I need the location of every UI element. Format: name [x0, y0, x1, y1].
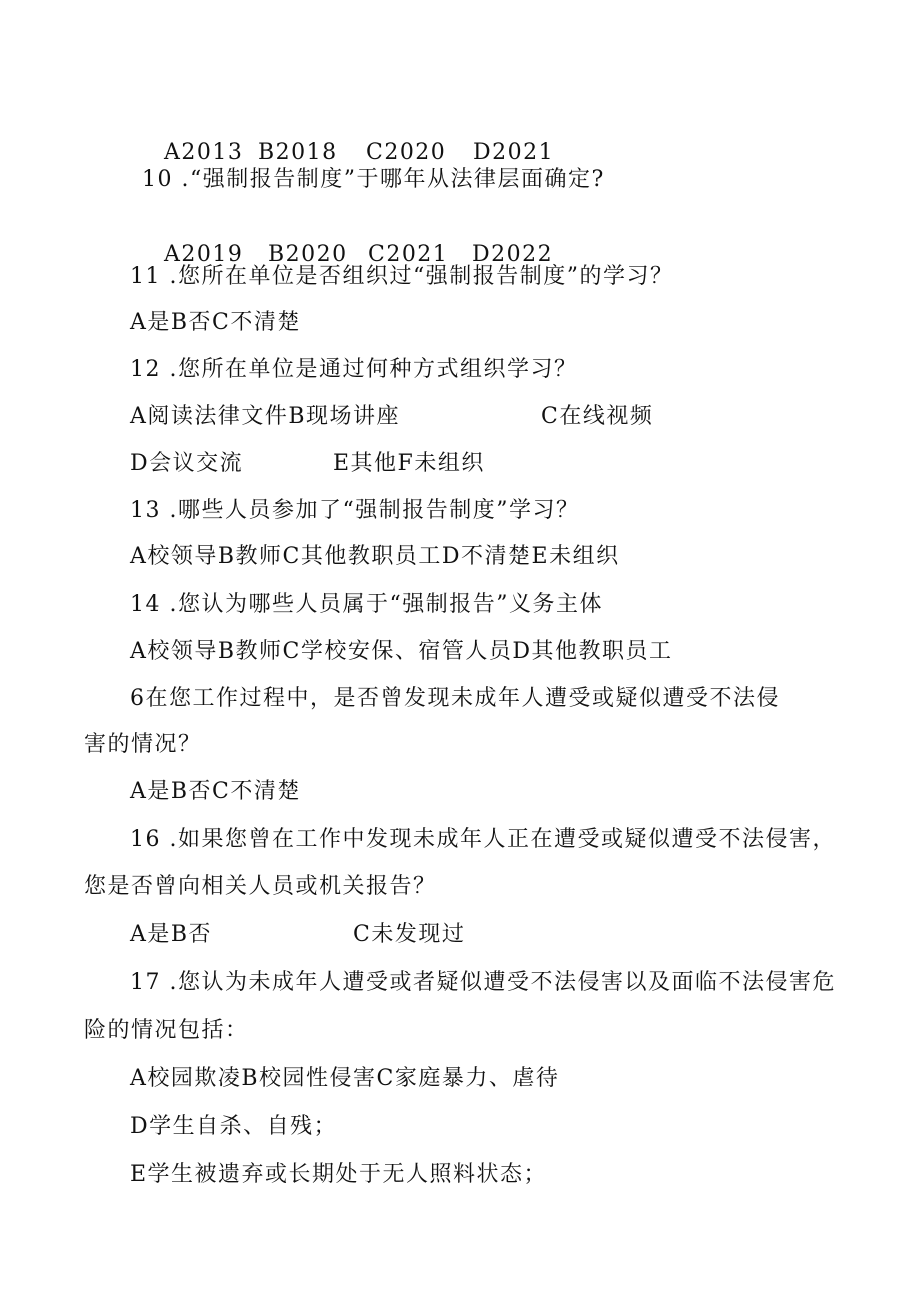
- q15-question-line2: 害的情况？: [84, 732, 202, 757]
- q17-question-line1: 17 .您认为未成年人遭受或者疑似遭受不法侵害以及面临不法侵害危: [130, 970, 836, 995]
- q16-question-line2: 您是否曾向相关人员或机关报告？: [84, 874, 437, 899]
- q12-options-ab: A阅读法律文件B现场讲座: [130, 404, 401, 429]
- q17-option-d: D学生自杀、自残；: [130, 1114, 338, 1139]
- q16-options-ab: A是B否: [130, 922, 213, 947]
- q11-options: A是B否C不清楚: [130, 310, 301, 335]
- q16-option-c: C未发现过: [353, 922, 466, 947]
- q9-option-d: D2021: [472, 140, 555, 165]
- q9-option-a: A2013: [163, 140, 244, 165]
- q10-option-c: C2021: [367, 242, 449, 267]
- q10-option-b: B2020: [267, 242, 348, 267]
- q10-option-d: D2022: [471, 242, 554, 267]
- q15-question-line1: 6在您工作过程中，是否曾发现未成年人遭受或疑似遭受不法侵: [130, 686, 780, 711]
- q12-question: 12 .您所在单位是通过何种方式组织学习？: [130, 357, 578, 382]
- q10-option-a: A2019: [163, 242, 244, 267]
- q14-question: 14 .您认为哪些人员属于“强制报告”义务主体: [130, 592, 603, 617]
- q9-option-b: B2018: [257, 140, 338, 165]
- q13-question: 13 .哪些人员参加了“强制报告制度”学习？: [130, 498, 580, 523]
- q11-question: 11 .您所在单位是否组织过“强制报告制度”的学习？: [130, 264, 674, 289]
- q17-options-abc: A校园欺凌B校园性侵害C家庭暴力、虐待: [130, 1066, 560, 1091]
- q14-options: A校领导B教师C学校安保、宿管人员D其他教职员工: [130, 639, 673, 664]
- q12-option-c: C在线视频: [541, 404, 654, 429]
- q10-question: 10 .“强制报告制度”于哪年从法律层面确定?: [142, 167, 605, 192]
- q9-option-c: C2020: [365, 140, 447, 165]
- q17-question-line2: 险的情况包括：: [84, 1018, 249, 1043]
- q15-options: A是B否C不清楚: [130, 779, 301, 804]
- q12-option-d: D会议交流: [130, 451, 244, 476]
- q12-options-ef: E其他F未组织: [333, 451, 485, 476]
- q13-options: A校领导B教师C其他教职员工D不清楚E未组织: [130, 544, 620, 569]
- q16-question-line1: 16 .如果您曾在工作中发现未成年人正在遭受或疑似遭受不法侵害，: [130, 827, 836, 852]
- q17-option-e: E学生被遗弃或长期处于无人照料状态；: [130, 1162, 548, 1187]
